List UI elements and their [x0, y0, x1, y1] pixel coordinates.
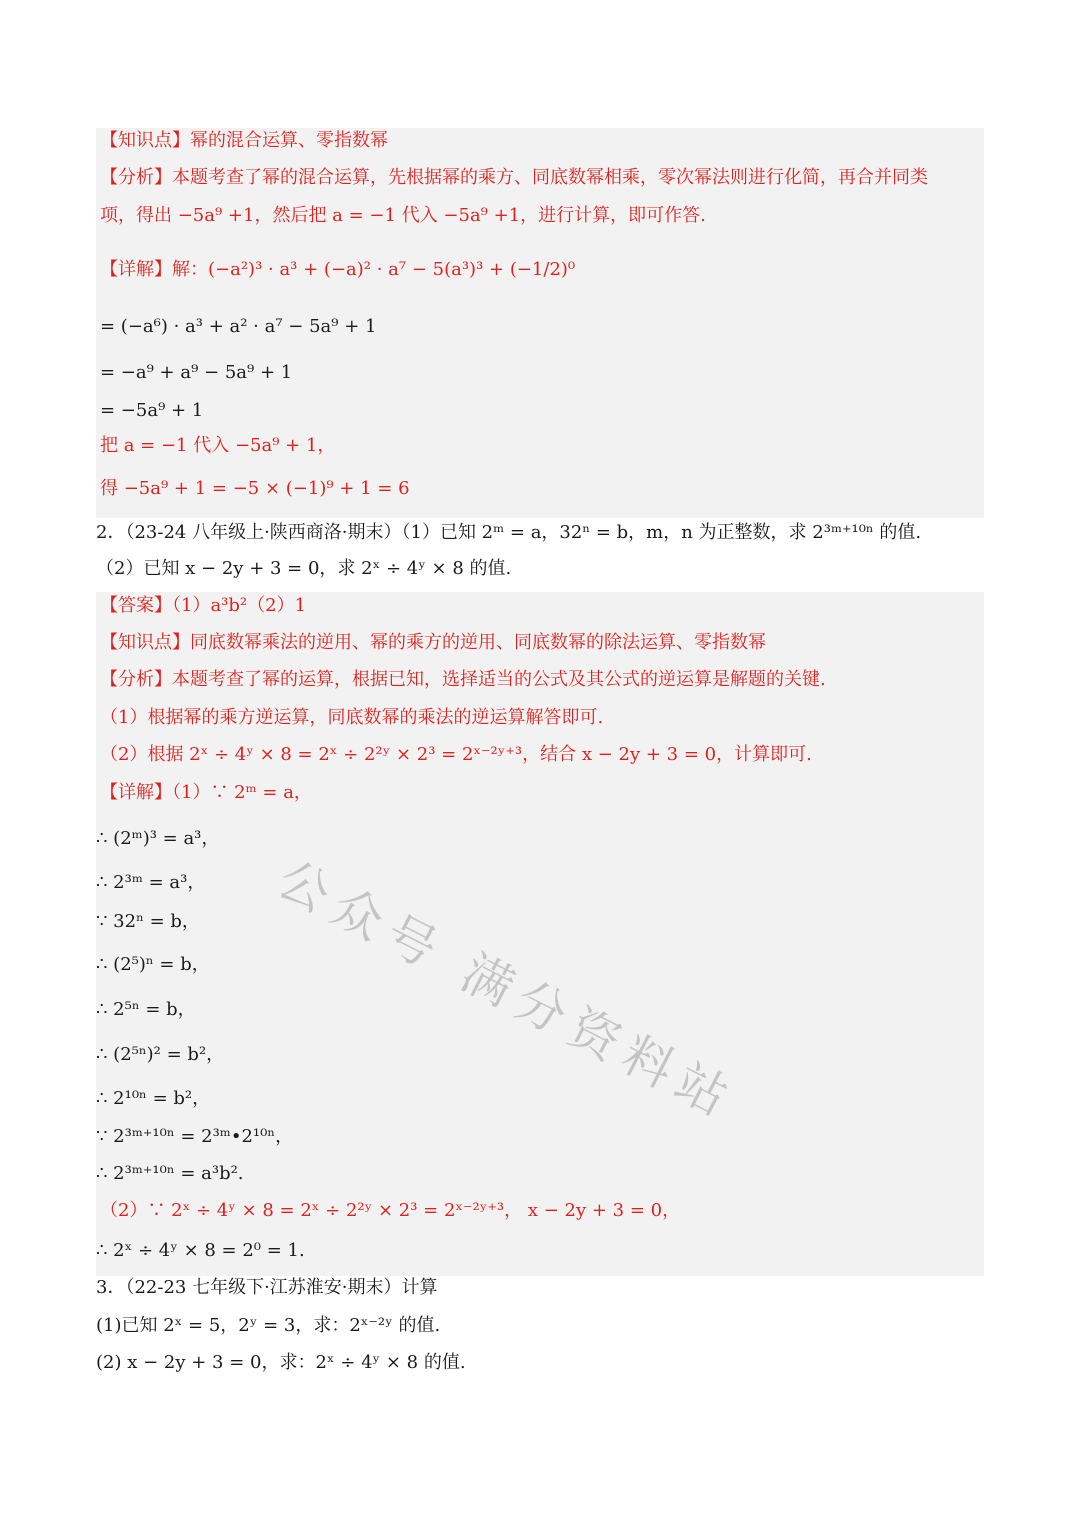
line-text: （1）∵ 2ᵐ = a，: [172, 782, 312, 803]
block1-line: [100, 314, 376, 340]
block1-line: [100, 360, 292, 386]
block1-line: [100, 398, 203, 424]
line-text: ∴ (2ᵐ)³ = a³，: [96, 828, 220, 849]
question2-line: 2．（23-24 八年级上·陕西商洛·期末）（1）已知 2ᵐ = a，32ⁿ = b，m，n 为正整数，求 2³ᵐ⁺¹⁰ⁿ 的值.: [96, 522, 922, 543]
block1-line: [100, 203, 706, 229]
block2-line: [96, 870, 205, 896]
line-text: ∴ 2ˣ ÷ 4ʸ × 8 = 2⁰ = 1.: [96, 1240, 305, 1261]
line-text: ∵ 32ⁿ = b，: [96, 911, 200, 932]
line-text: = −a⁹ + a⁹ − 5a⁹ + 1: [100, 362, 293, 383]
line-text: 把 a = −1 代入 −5a⁹ + 1，: [100, 435, 336, 456]
line-text: ∴ 2³ᵐ = a³，: [96, 872, 206, 893]
section-label: 【答案】: [100, 595, 172, 616]
block1-line: [100, 128, 388, 154]
block1-line: [100, 476, 410, 502]
block2-line: [96, 1086, 210, 1112]
block2-line: [96, 1238, 305, 1264]
question2-line: （2）已知 x − 2y + 3 = 0，求 2ˣ ÷ 4ʸ × 8 的值.: [96, 558, 512, 579]
line-text: ∴ 2¹⁰ⁿ = b²，: [96, 1088, 211, 1109]
line-text: （1）a³b²（2）1: [172, 595, 307, 616]
block2-line: [100, 667, 826, 693]
block2-line: [100, 780, 312, 806]
line-text: （2）根据 2ˣ ÷ 4ʸ × 8 = 2ˣ ÷ 2²ʸ × 2³ = 2ˣ⁻²ʸ⁺³，结合 x − 2y + 3 = 0，计算即可.: [100, 744, 812, 765]
line-text: 得 −5a⁹ + 1 = −5 × (−1)⁹ + 1 = 6: [100, 478, 410, 499]
line-text: ∴ 2⁵ⁿ = b，: [96, 999, 196, 1020]
block2-line: [96, 952, 210, 978]
line-text: 本题考查了幂的混合运算，先根据幂的乘方、同底数幂相乘，零次幂法则进行化简，再合并同类: [172, 167, 928, 188]
watermark: 公众号 满分资料站: [268, 849, 746, 1132]
line-text: （1）根据幂的乘方逆运算，同底数幂的乘法的逆运算解答即可.: [100, 707, 604, 728]
line-text: （2）∵ 2ˣ ÷ 4ʸ × 8 = 2ˣ ÷ 2²ʸ × 2³ = 2ˣ⁻²ʸ⁺³， x − 2y + 3 = 0，: [100, 1200, 681, 1221]
line-text: ∴ (2⁵)ⁿ = b，: [96, 954, 210, 975]
block1-line: [100, 165, 928, 191]
block1-line: [100, 433, 335, 459]
section-label: 【知识点】: [100, 130, 190, 151]
line-text: 本题考查了幂的运算，根据已知，选择适当的公式及其公式的逆运算是解题的关键.: [172, 669, 826, 690]
block2-line: [96, 997, 196, 1023]
block1-line: [100, 257, 575, 283]
section-label: 【详解】: [100, 259, 172, 280]
block2-line: [100, 1198, 680, 1224]
block2-line: [96, 909, 200, 935]
question3-line: (2) x − 2y + 3 = 0，求：2ˣ ÷ 4ʸ × 8 的值.: [96, 1352, 466, 1373]
block2-line: [100, 705, 603, 731]
line-text: 项，得出 −5a⁹ +1，然后把 a = −1 代入 −5a⁹ +1，进行计算，即可作答.: [100, 205, 706, 226]
line-text: ∴ (2⁵ⁿ)² = b²，: [96, 1044, 225, 1065]
block2-line: [96, 1042, 224, 1068]
section-label: 【分析】: [100, 669, 172, 690]
block2-line: [100, 593, 306, 619]
block2-line: [96, 1161, 244, 1187]
section-label: 【分析】: [100, 167, 172, 188]
block2-line: [100, 742, 812, 768]
line-text: = (−a⁶) · a³ + a² · a⁷ − 5a⁹ + 1: [100, 316, 377, 337]
line-text: ∵ 2³ᵐ⁺¹⁰ⁿ = 2³ᵐ•2¹⁰ⁿ，: [96, 1126, 294, 1147]
line-text: = −5a⁹ + 1: [100, 400, 204, 421]
question3-line: 3．（22-23 七年级下·江苏淮安·期末）计算: [96, 1277, 438, 1298]
section-label: 【知识点】: [100, 632, 190, 653]
question3-line: (1)已知 2ˣ = 5，2ʸ = 3，求：2ˣ⁻²ʸ 的值.: [96, 1315, 441, 1336]
block2-line: [96, 826, 219, 852]
line-text: 同底数幂乘法的逆用、幂的乘方的逆用、同底数幂的除法运算、零指数幂: [190, 632, 766, 653]
line-text: 幂的混合运算、零指数幂: [190, 130, 388, 151]
block2-line: [100, 630, 766, 656]
line-text: 解：(−a²)³ · a³ + (−a)² · a⁷ − 5(a³)³ + (−1/2)⁰: [172, 259, 576, 280]
line-text: ∴ 2³ᵐ⁺¹⁰ⁿ = a³b².: [96, 1163, 244, 1184]
section-label: 【详解】: [100, 782, 172, 803]
block2-line: [96, 1124, 293, 1150]
